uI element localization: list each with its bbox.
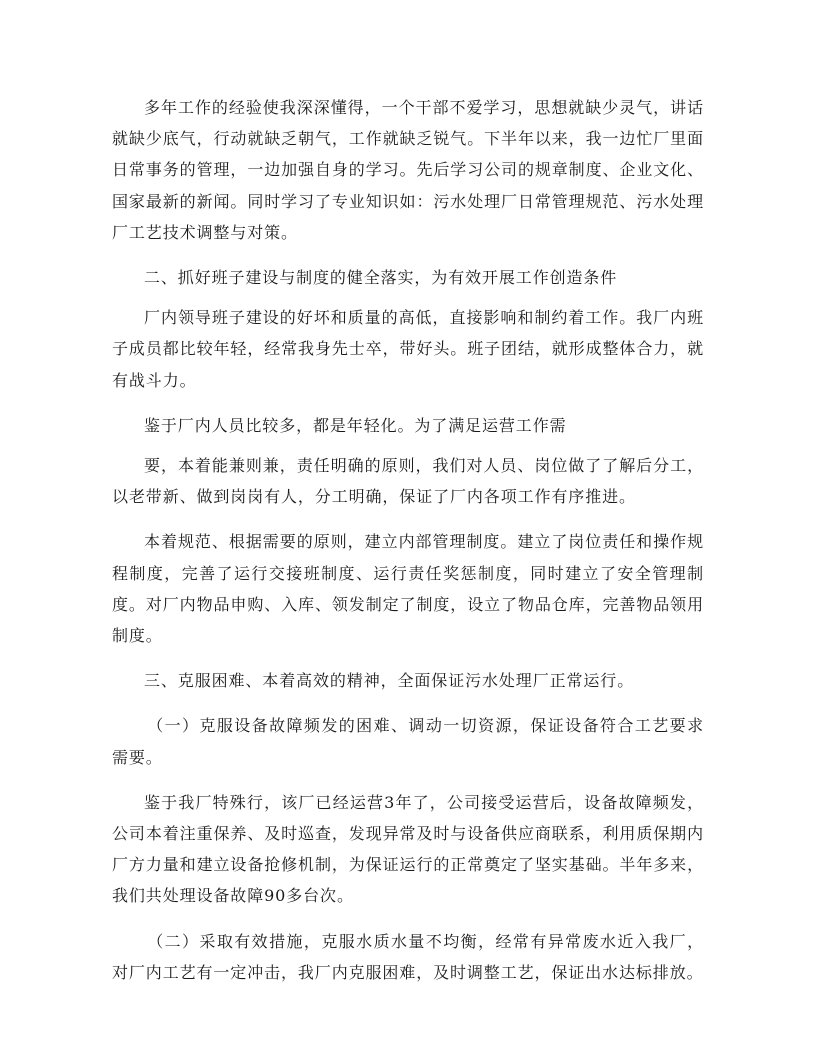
paragraph-management-system: 本着规范、根据需要的原则，建立内部管理制度。建立了岗位责任和操作规程制度，完善了运行交接班制度、运行责任奖惩制度，同时建立了安全管理制度。对厂内物品申购、入库、领发制定了制度，设立了物品仓库，完善物品领用制度。 bbox=[112, 532, 704, 646]
section-heading-3: 三、克服困难、本着高效的精神，全面保证污水处理厂正常运行。 bbox=[144, 671, 635, 691]
paragraph-leadership: 厂内领导班子建设的好坏和质量的高低，直接影响和制约着工作。我厂内班子成员都比较年轻，经常我身先士卒，带好头。班子团结，就形成整体合力，就有战斗力。 bbox=[112, 308, 704, 390]
section-heading-2: 二、抓好班子建设与制度的健全落实，为有效开展工作创造条件 bbox=[144, 268, 618, 288]
document-body bbox=[112, 92, 704, 1002]
subheading-water-quality: （二）采取有效措施，克服水质水量不均衡，经常有异常废水近入我厂，对厂内工艺有一定冲击，我厂内克服困难，及时调整工艺，保证出水达标排放。 bbox=[112, 931, 704, 982]
paragraph-equipment: 鉴于我厂特殊行，该厂已经运营3年了，公司接受运营后，设备故障频发，公司本着注重保养、及时巡查，发现异常及时与设备供应商联系，利用质保期内厂方力量和建立设备抢修机制，为保证运行的正常奠定了坚实基础。半年多来，我们共处理设备故障90多台次。 bbox=[112, 792, 704, 906]
subheading-equipment: （一）克服设备故障频发的困难、调动一切资源，保证设备符合工艺要求需要。 bbox=[112, 716, 704, 767]
paragraph-learning: 多年工作的经验使我深深懂得，一个干部不爱学习，思想就缺少灵气，讲话就缺少底气，行动就缺乏朝气，工作就缺乏锐气。下半年以来，我一边忙厂里面日常事务的管理，一边加强自身的学习。先后学习公司的规章制度、企业文化、国家最新的新闻。同时学习了专业知识如：污水处理厂日常管理规范、污水处理厂工艺技术调整与对策。 bbox=[112, 98, 704, 242]
paragraph-staff-intro: 鉴于厂内人员比较多，都是年轻化。为了满足运营工作需 bbox=[144, 415, 567, 435]
paragraph-staff-division: 要，本着能兼则兼，责任明确的原则，我们对人员、岗位做了了解后分工，以老带新、做到岗岗有人，分工明确，保证了厂内各项工作有序推进。 bbox=[112, 456, 704, 507]
